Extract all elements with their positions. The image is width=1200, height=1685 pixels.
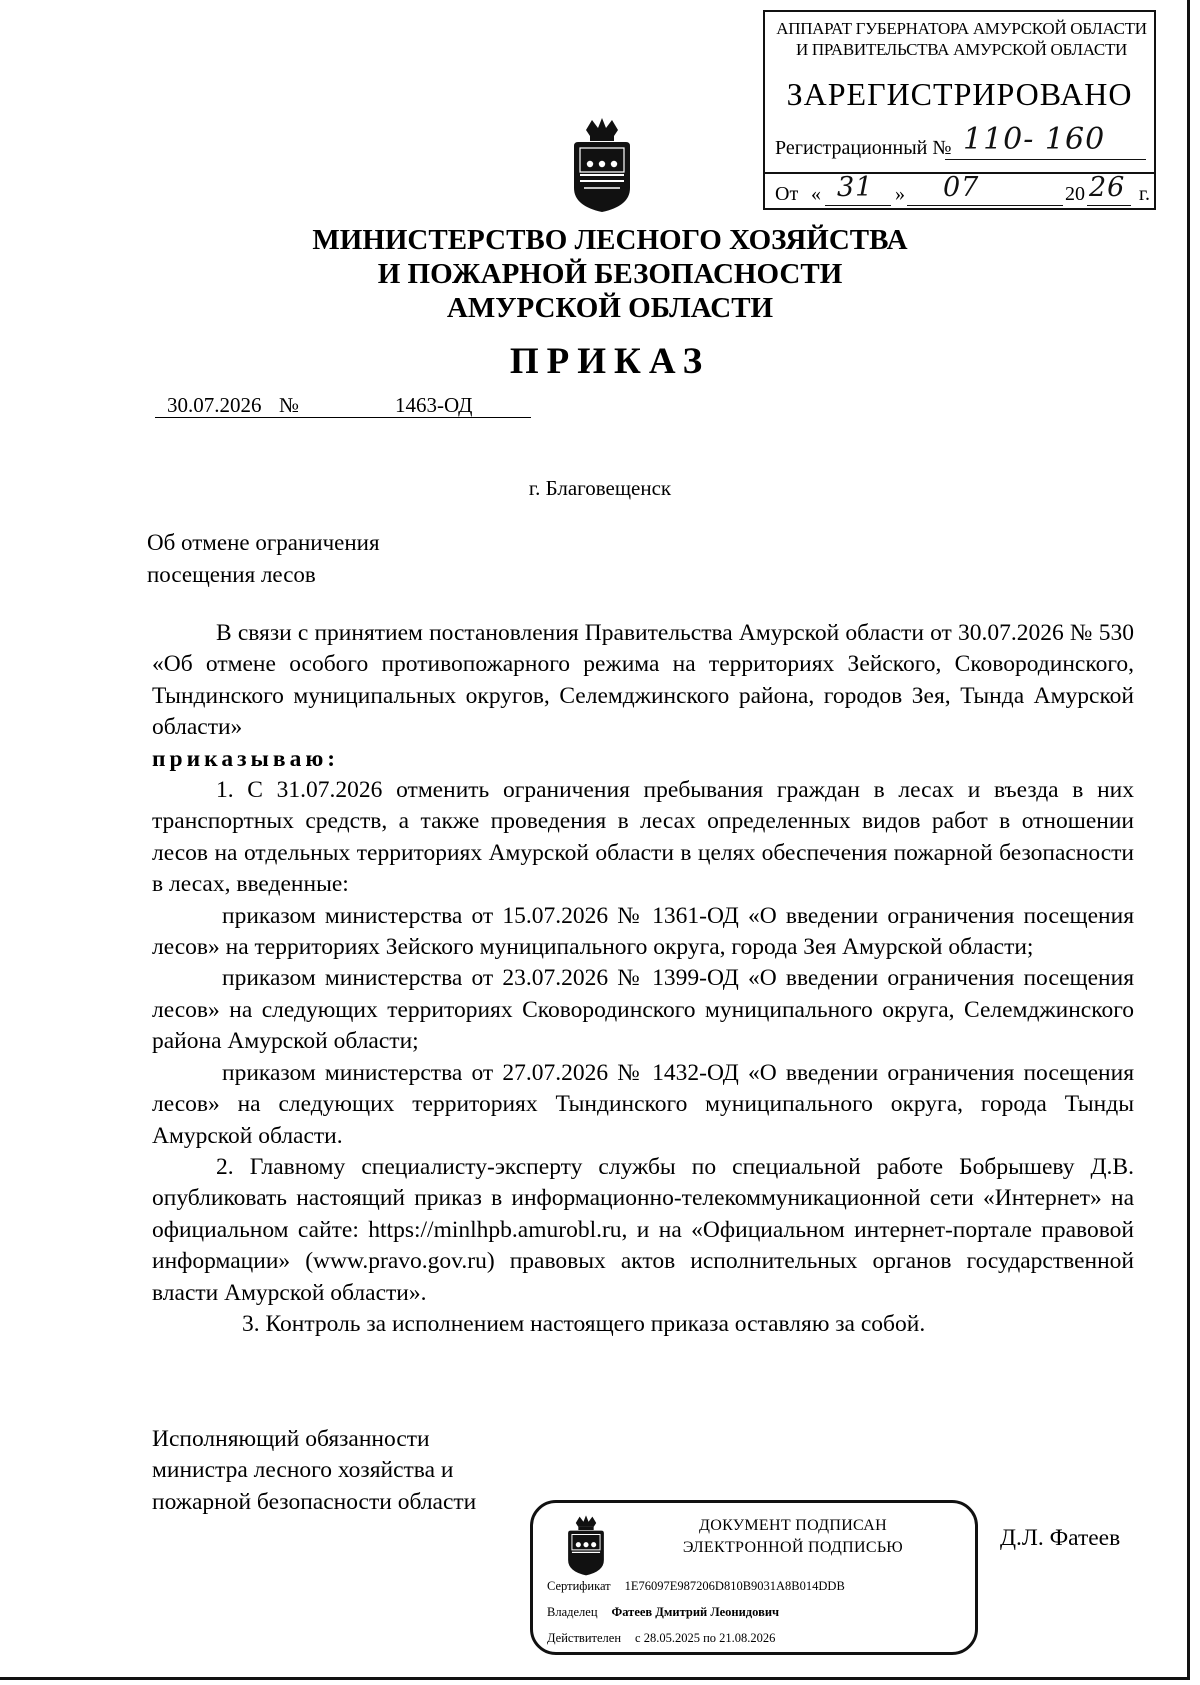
- signer-position: [152, 1424, 476, 1518]
- stamp-org-line1: АППАРАТ ГУБЕРНАТОРА АМУРСКОЙ ОБЛАСТИ: [776, 19, 1147, 38]
- order-meta: [155, 393, 535, 419]
- electronic-signature-stamp: [530, 1500, 978, 1655]
- document-type: ПРИКАЗ: [509, 341, 711, 382]
- order-number-label: №: [279, 393, 300, 417]
- order-date: 30.07.2026: [167, 393, 262, 417]
- esign-title: [643, 1515, 943, 1559]
- registration-stamp: [763, 10, 1156, 210]
- preamble: В связи с принятием постановления Правительства Амурской области от 30.07.2026 № 530 «Об отмене особого противопожарного режима на территориях Зейского, Сковородинского, Тындинского муниципальных округов, Селемджинского района, городов Зея, Тында Амурской области»: [152, 620, 1134, 741]
- stamp-from-label: От: [775, 183, 799, 205]
- ministry-line1: МИНИСТЕРСТВО ЛЕСНОГО ХОЗЯЙСТВА: [312, 224, 908, 256]
- subject-line1: Об отмене ограничения: [147, 530, 380, 555]
- signer-position-line3: пожарной безопасности области: [152, 1488, 477, 1515]
- order-number: 1463-ОД: [395, 393, 473, 417]
- stamp-title: ЗАРЕГИСТРИРОВАНО: [786, 76, 1133, 112]
- stamp-year-prefix: 20: [1065, 183, 1085, 205]
- stamp-year-line: [1087, 172, 1131, 206]
- stamp-close-quote: »: [895, 183, 905, 205]
- stamp-reg-number-row: [775, 124, 1146, 164]
- esign-owner-value: Фатеев Дмитрий Леонидович: [611, 1605, 780, 1619]
- order-underline: [155, 417, 531, 418]
- esign-validity-row: [547, 1631, 775, 1646]
- esign-cert-label: Сертификат: [547, 1579, 611, 1593]
- item-2: 2. Главному специалисту-эксперту службы по специальной работе Бобрышеву Д.В. опубликовать настоящий приказ в информационно-телекоммуникационной сети «Интернет» на официальном сайте: https://minlhpb.amurobl.ru, и на «Официальном интернет-портале правовой информации» (www.pravo.gov.ru) правовых актов исполнительных органов государственной власти Амурской области».: [152, 1153, 1134, 1306]
- stamp-reg-label: Регистрационный №: [775, 137, 952, 159]
- stamp-org-line2: И ПРАВИТЕЛЬСТВА АМУРСКОЙ ОБЛАСТИ: [795, 40, 1128, 59]
- signer-position-line1: Исполняющий обязанности: [152, 1426, 430, 1452]
- item-1-sub-3: приказом министерства от 27.07.2026 № 1432-ОД «О введении ограничения посещения лесов» на следующих территориях Тындинского муниципального округа, города Тынды Амурской области.: [152, 1059, 1134, 1149]
- order-body: [152, 618, 1134, 1340]
- esign-title-line2: ЭЛЕКТРОННОЙ ПОДПИСЬЮ: [682, 1539, 904, 1556]
- coat-of-arms-icon: [566, 118, 638, 214]
- stamp-month-line: [907, 172, 1063, 206]
- item-1-sub-1: приказом министерства от 15.07.2026 № 1361-ОД «О введении ограничения посещения лесов» на территориях Зейского муниципального округа, города Зея Амурской области;: [152, 902, 1134, 961]
- item-1: 1. С 31.07.2026 отменить ограничения пребывания граждан в лесах и въезда в них транспортных средств, а также проведения в лесах определенных видов работ в отношении лесов на отдельных территориях Амурской области в целях обеспечения пожарной безопасности в лесах, введенные:: [152, 777, 1134, 898]
- stamp-date-row: [765, 172, 1154, 212]
- order-subject: [147, 527, 380, 591]
- esign-certificate-row: [547, 1579, 845, 1594]
- stamp-reg-number: 110- 160: [963, 122, 1106, 157]
- signer-position-line2: министра лесного хозяйства и: [152, 1457, 454, 1484]
- coat-of-arms-icon: [563, 1515, 609, 1577]
- stamp-year-suffix: 26: [1089, 172, 1126, 203]
- stamp-day-line: [825, 172, 891, 206]
- esign-owner-label: Владелец: [547, 1605, 598, 1619]
- decree-word: приказываю:: [152, 745, 340, 772]
- esign-valid-value: с 28.05.2025 по 21.08.2026: [635, 1631, 776, 1645]
- stamp-reg-line: [945, 122, 1146, 160]
- ministry-line2: И ПОЖАРНОЙ БЕЗОПАСНОСТИ: [377, 258, 843, 290]
- stamp-month: 07: [943, 172, 980, 203]
- ministry-line3: АМУРСКОЙ ОБЛАСТИ: [446, 292, 774, 324]
- subject-line2: посещения лесов: [147, 562, 316, 587]
- stamp-org: [775, 18, 1148, 60]
- stamp-year-unit: г.: [1139, 183, 1150, 205]
- signer-name: Д.Л. Фатеев: [1000, 1525, 1121, 1551]
- stamp-open-quote: «: [811, 183, 821, 205]
- esign-title-line1: ДОКУМЕНТ ПОДПИСАН: [699, 1517, 887, 1534]
- item-1-sub-2: приказом министерства от 23.07.2026 № 1399-ОД «О введении ограничения посещения лесов» на следующих территориях Сковородинского муниципального округа, Селемджинского района Амурской области;: [152, 965, 1134, 1055]
- city: г. Благовещенск: [528, 476, 672, 500]
- esign-valid-label: Действителен: [547, 1631, 622, 1645]
- esign-cert-value: 1E76097E987206D810B9031A8B014DDB: [624, 1579, 845, 1593]
- item-3: 3. Контроль за исполнением настоящего приказа оставляю за собой.: [242, 1310, 926, 1337]
- ministry-name: [0, 223, 1200, 325]
- esign-owner-row: [547, 1605, 779, 1620]
- stamp-day: 31: [837, 172, 874, 203]
